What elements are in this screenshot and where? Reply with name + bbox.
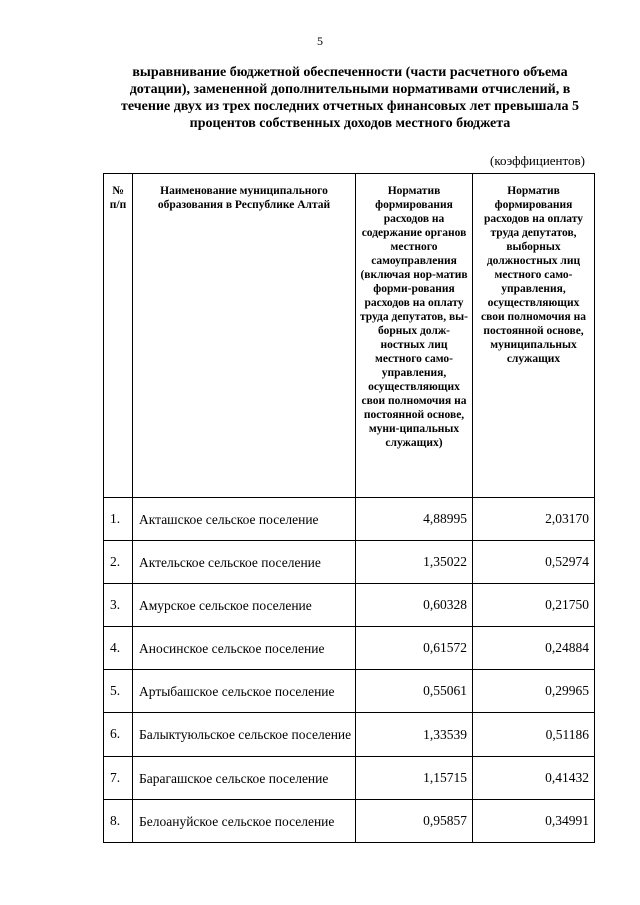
page-number: 5	[317, 34, 323, 48]
row-name: Барагашское сельское поселение	[133, 757, 356, 800]
row-value-1: 0,95857	[356, 800, 473, 843]
row-value-1: 1,33539	[356, 713, 473, 757]
unit-note: (коэффициентов)	[490, 153, 585, 168]
header-col1: Норматив формирования расходов на содержание органов местного самоуправления (включая нор-матив форми-рования расходов на оплату труда депутатов, вы-борных долж-ностных лиц местного само-управления, осуществляющих свои полномочия на постоянной основе, муни-ципальных служащих)	[356, 174, 473, 498]
row-name: Артыбашское сельское поселение	[133, 670, 356, 713]
row-name: Акташское сельское поселение	[133, 498, 356, 541]
table-row	[104, 541, 595, 584]
row-name: Белоануйское сельское поселение	[133, 800, 356, 843]
row-name: Актельское сельское поселение	[133, 541, 356, 584]
row-name: Аносинское сельское поселение	[133, 627, 356, 670]
table-row	[104, 800, 595, 843]
table-row	[104, 713, 595, 757]
table-header-row	[104, 174, 595, 498]
table-row	[104, 584, 595, 627]
header-col2: Норматив формирования расходов на оплату труда депутатов, выборных должностных лиц местного само-управления, осуществляющих свои полномочия на постоянной основе, муниципальных служащих	[473, 174, 595, 498]
row-num: 8.	[104, 800, 133, 843]
row-value-1: 1,35022	[356, 541, 473, 584]
row-num: 4.	[104, 627, 133, 670]
row-value-2: 0,21750	[473, 584, 595, 627]
row-num: 3.	[104, 584, 133, 627]
row-value-2: 0,51186	[473, 713, 595, 757]
row-num: 7.	[104, 757, 133, 800]
row-num: 2.	[104, 541, 133, 584]
row-value-1: 1,15715	[356, 757, 473, 800]
row-value-2: 2,03170	[473, 498, 595, 541]
row-name: Амурское сельское поселение	[133, 584, 356, 627]
normatives-table	[103, 173, 595, 843]
row-value-1: 0,60328	[356, 584, 473, 627]
row-value-1: 0,55061	[356, 670, 473, 713]
document-title: выравнивание бюджетной обеспеченности (части расчетного объема дотации), замененной дополнительными нормативами отчислений, в течение двух из трех последних отчетных финансовых лет превышала 5 процентов собственных доходов местного бюджета	[121, 65, 579, 131]
row-value-1: 0,61572	[356, 627, 473, 670]
row-value-2: 0,34991	[473, 800, 595, 843]
row-value-2: 0,29965	[473, 670, 595, 713]
table-row	[104, 627, 595, 670]
table-row	[104, 670, 595, 713]
row-value-2: 0,41432	[473, 757, 595, 800]
row-value-1: 4,88995	[356, 498, 473, 541]
header-name: Наименование муниципального образования в Республике Алтай	[133, 174, 356, 498]
table-row	[104, 757, 595, 800]
row-value-2: 0,52974	[473, 541, 595, 584]
row-num: 6.	[104, 713, 133, 757]
row-name: Балыктуюльское сельское поселение	[133, 713, 356, 757]
row-value-2: 0,24884	[473, 627, 595, 670]
row-num: 5.	[104, 670, 133, 713]
table-row	[104, 498, 595, 541]
header-num: № п/п	[104, 174, 133, 498]
row-num: 1.	[104, 498, 133, 541]
